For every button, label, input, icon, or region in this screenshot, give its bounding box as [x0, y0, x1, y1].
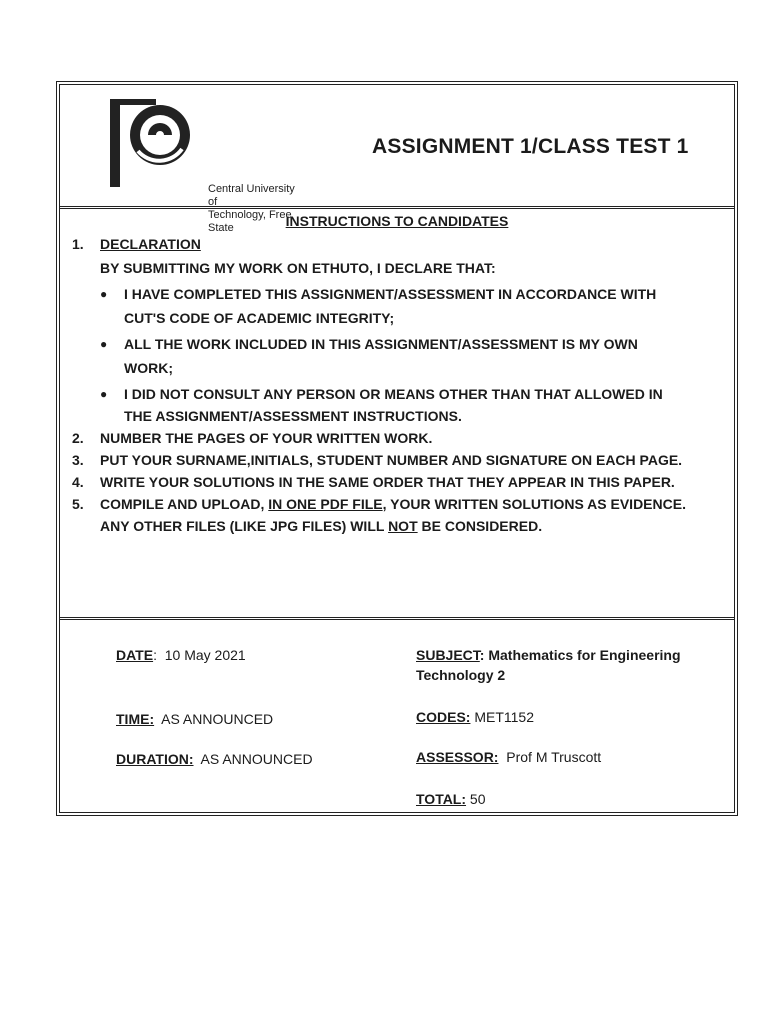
list-item	[72, 333, 737, 379]
text-part: ANY OTHER FILES (LIKE JPG FILES) WILL	[100, 518, 389, 534]
instructions-heading: INSTRUCTIONS TO CANDIDATES	[285, 213, 509, 229]
total-field	[416, 791, 486, 807]
subject-field: SUBJECT: Mathematics for Engineering Technology 2	[416, 647, 681, 683]
document-frame	[56, 81, 738, 816]
instructions-list	[72, 233, 737, 537]
item-number: 1.	[72, 236, 84, 252]
item-text-continued	[72, 515, 737, 537]
duration-label: DURATION:	[116, 751, 194, 767]
emphasis-text: NOT	[388, 518, 418, 534]
logo-line-1: Central University of	[208, 183, 295, 208]
date-value: 10 May 2021	[164, 647, 246, 663]
assessor-label: ASSESSOR:	[416, 749, 499, 765]
duration-value: AS ANNOUNCED	[200, 751, 313, 767]
list-item	[72, 233, 737, 255]
item-text: WRITE YOUR SOLUTIONS IN THE SAME ORDER THAT THEY APPEAR IN THIS PAPER.	[100, 474, 675, 490]
item-text	[100, 493, 686, 515]
bullet-text: I DID NOT CONSULT ANY PERSON OR MEANS OTHER THAN THAT ALLOWED IN	[124, 386, 663, 402]
assessor-value: Prof M Truscott	[506, 749, 602, 765]
duration-field	[116, 751, 313, 767]
logo-line-2: Technology, Free State	[208, 209, 292, 234]
item-text: NUMBER THE PAGES OF YOUR WRITTEN WORK.	[100, 430, 433, 446]
item-text: PUT YOUR SURNAME,INITIALS, STUDENT NUMBER AND SIGNATURE ON EACH PAGE.	[100, 452, 683, 468]
text-part: , YOUR WRITTEN SOLUTIONS AS EVIDENCE.	[382, 496, 686, 512]
codes-label: CODES:	[416, 709, 471, 725]
time-label: TIME:	[116, 711, 155, 727]
cut-emblem-icon	[108, 99, 198, 194]
list-item	[72, 427, 737, 449]
declaration-heading: DECLARATION	[100, 236, 201, 252]
text-part: COMPILE AND UPLOAD,	[100, 496, 269, 512]
item-number: 5.	[72, 496, 84, 512]
time-field	[116, 711, 273, 727]
text-part: BE CONSIDERED.	[417, 518, 543, 534]
item-number: 3.	[72, 452, 84, 468]
bullet-text: THE ASSIGNMENT/ASSESSMENT INSTRUCTIONS.	[124, 408, 462, 424]
total-value: 50	[469, 791, 486, 807]
university-logo	[108, 99, 298, 234]
item-number: 4.	[72, 474, 84, 490]
list-item	[72, 449, 737, 471]
details-divider	[60, 617, 734, 620]
time-value: AS ANNOUNCED	[161, 711, 274, 727]
bullet-text: WORK;	[124, 360, 173, 376]
subject-label: SUBJECT	[416, 647, 480, 663]
subject-value: Mathematics for Engineering	[488, 647, 681, 663]
bullet-text: ALL THE WORK INCLUDED IN THIS ASSIGNMENT/ASSESSMENT IS MY OWN	[124, 336, 638, 352]
bullet-text: I HAVE COMPLETED THIS ASSIGNMENT/ASSESSMENT IN ACCORDANCE WITH	[124, 286, 657, 302]
codes-value: MET1152	[474, 709, 535, 725]
bullet-icon: ●	[100, 287, 108, 301]
total-label: TOTAL:	[416, 791, 467, 807]
bullet-icon: ●	[100, 337, 108, 351]
assessor-field	[416, 749, 601, 765]
date-label: DATE	[116, 647, 154, 663]
page-title: ASSIGNMENT 1/CLASS TEST 1	[372, 135, 689, 158]
list-item	[72, 493, 737, 515]
subject-value-continued: Technology 2	[416, 667, 506, 683]
list-item	[72, 471, 737, 493]
emphasis-text: IN ONE PDF FILE	[268, 496, 383, 512]
declaration-intro: BY SUBMITTING MY WORK ON ETHUTO, I DECLARE THAT:	[100, 260, 496, 276]
list-item	[72, 283, 737, 329]
date-field: DATE: 10 May 2021	[116, 647, 246, 663]
item-number: 2.	[72, 430, 84, 446]
bullet-text: CUT'S CODE OF ACADEMIC INTEGRITY;	[124, 310, 395, 326]
list-item	[72, 383, 737, 427]
codes-field	[416, 709, 534, 725]
bullet-icon: ●	[100, 387, 108, 401]
header-divider	[60, 206, 734, 209]
